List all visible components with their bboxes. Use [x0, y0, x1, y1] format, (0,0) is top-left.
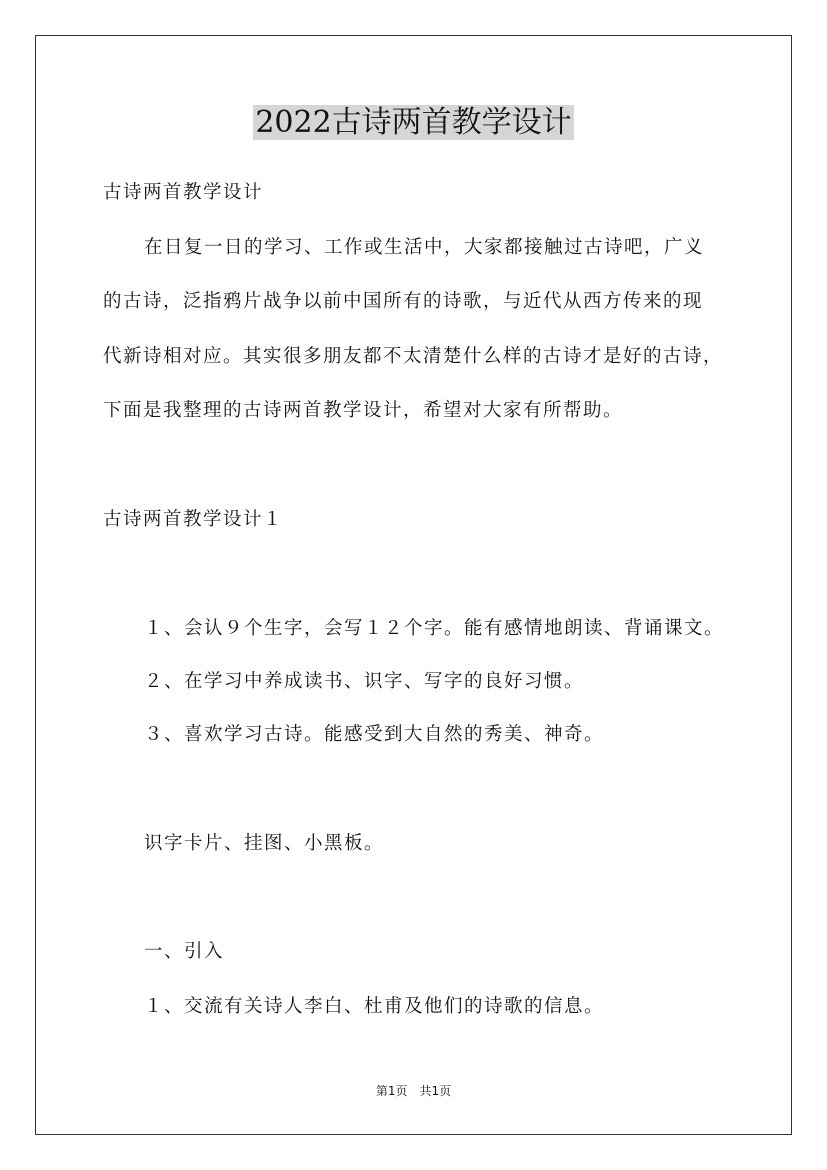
document-subtitle: 古诗两首教学设计 — [103, 182, 264, 203]
intro-line-3: 代新诗相对应。其实很多朋友都不太清楚什么样的古诗才是好的古诗， — [103, 346, 724, 367]
intro-line-2: 的古诗，泛指鸦片战争以前中国所有的诗歌，与近代从西方传来的现 — [103, 291, 704, 312]
document-title-text: 2022古诗两首教学设计 — [255, 105, 572, 140]
objective-3: ３、喜欢学习古诗。能感受到大自然的秀美、神奇。 — [144, 724, 605, 745]
objective-1: １、会认９个生字，会写１２个字。能有感情地朗读、背诵课文。 — [144, 618, 725, 639]
document-title — [0, 103, 827, 143]
section-heading: 古诗两首教学设计１ — [103, 509, 284, 530]
intro-line-4: 下面是我整理的古诗两首教学设计，希望对大家有所帮助。 — [103, 400, 624, 421]
page-footer: 第1页 共1页 — [375, 1084, 452, 1098]
step-item-1: １、交流有关诗人李白、杜甫及他们的诗歌的信息。 — [144, 996, 605, 1017]
intro-line-1: 在日复一日的学习、工作或生活中，大家都接触过古诗吧，广义 — [144, 237, 705, 258]
step-heading: 一、引入 — [144, 941, 225, 962]
materials-line: 识字卡片、挂图、小黑板。 — [144, 833, 385, 854]
objective-2: ２、在学习中养成读书、识字、写字的良好习惯。 — [144, 671, 585, 692]
